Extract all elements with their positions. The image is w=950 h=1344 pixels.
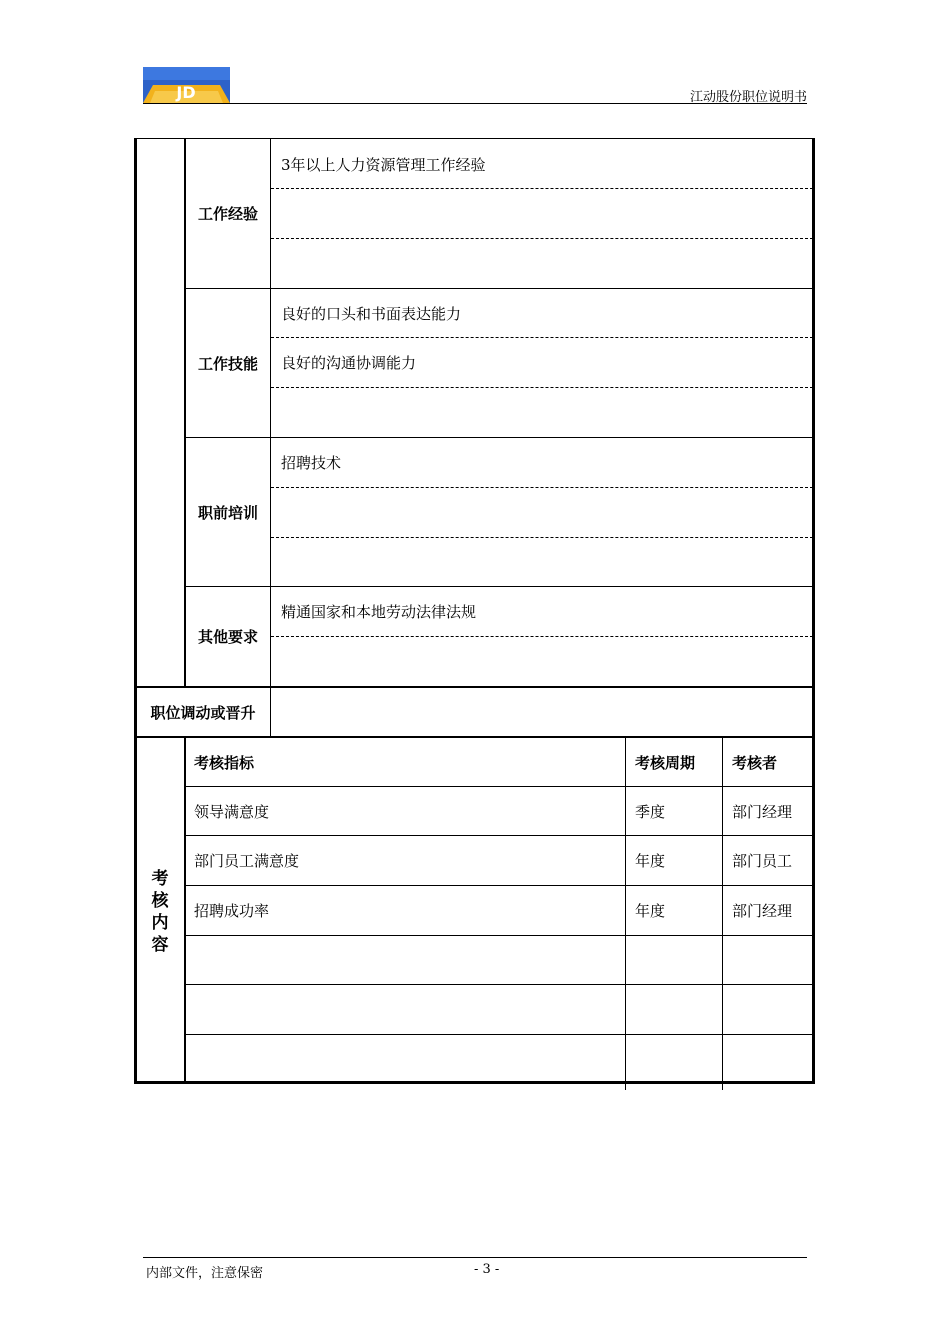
skills-line-2: 良好的沟通协调能力 <box>281 354 417 372</box>
row-indicator: 招聘成功率 <box>194 902 270 920</box>
row-indicator: 部门员工满意度 <box>194 852 300 870</box>
header-cycle: 考核周期 <box>635 753 696 772</box>
divider <box>722 737 723 1090</box>
label-pre-job-training: 职前培训 <box>197 503 258 522</box>
header-indicator: 考核指标 <box>194 753 255 772</box>
document-title: 江动股份职位说明书 <box>689 90 807 105</box>
skills-line-1: 良好的口头和书面表达能力 <box>281 304 462 323</box>
dashed-divider <box>271 487 813 488</box>
dashed-divider <box>271 188 813 189</box>
dashed-divider <box>271 537 813 538</box>
footer-rule <box>143 1257 807 1258</box>
row-assessor: 部门经理 <box>732 902 793 920</box>
divider <box>270 139 271 737</box>
training-line-1: 招聘技术 <box>281 454 342 472</box>
transfer-value <box>281 688 801 736</box>
side-char: 考 <box>151 869 169 889</box>
confidential-note: 内部文件，注意保密 <box>146 1266 264 1281</box>
label-work-skills: 工作技能 <box>197 354 258 373</box>
label-transfer-promotion: 职位调动或晋升 <box>150 703 256 722</box>
row-assessor: 部门经理 <box>732 802 793 821</box>
header-assessor: 考核者 <box>732 753 778 772</box>
row-indicator <box>194 985 614 1034</box>
page-number: - 3 - <box>474 1262 500 1277</box>
row-cycle: 年度 <box>635 852 666 870</box>
dashed-divider <box>271 387 813 388</box>
dashed-divider <box>271 238 813 239</box>
logo-text: JD <box>176 83 196 102</box>
company-logo <box>143 67 230 103</box>
row-indicator <box>194 936 614 984</box>
divider <box>625 737 626 1090</box>
experience-line-1: 3年以上人力资源管理工作经验 <box>281 155 486 174</box>
side-char: 核 <box>151 891 169 911</box>
row-indicator <box>194 1035 614 1083</box>
side-char: 容 <box>151 935 169 955</box>
label-other-requirements: 其他要求 <box>197 628 258 646</box>
header-rule <box>143 103 807 104</box>
label-assessment-content <box>136 868 184 956</box>
other-line-1: 精通国家和本地劳动法律法规 <box>281 603 477 621</box>
row-cycle: 季度 <box>635 802 666 821</box>
side-char: 内 <box>151 913 169 933</box>
row-cycle: 年度 <box>635 902 666 920</box>
dashed-divider <box>271 636 813 637</box>
row-assessor: 部门员工 <box>732 852 793 870</box>
row-indicator: 领导满意度 <box>194 802 270 821</box>
label-work-experience: 工作经验 <box>197 205 258 223</box>
divider <box>184 737 186 1084</box>
